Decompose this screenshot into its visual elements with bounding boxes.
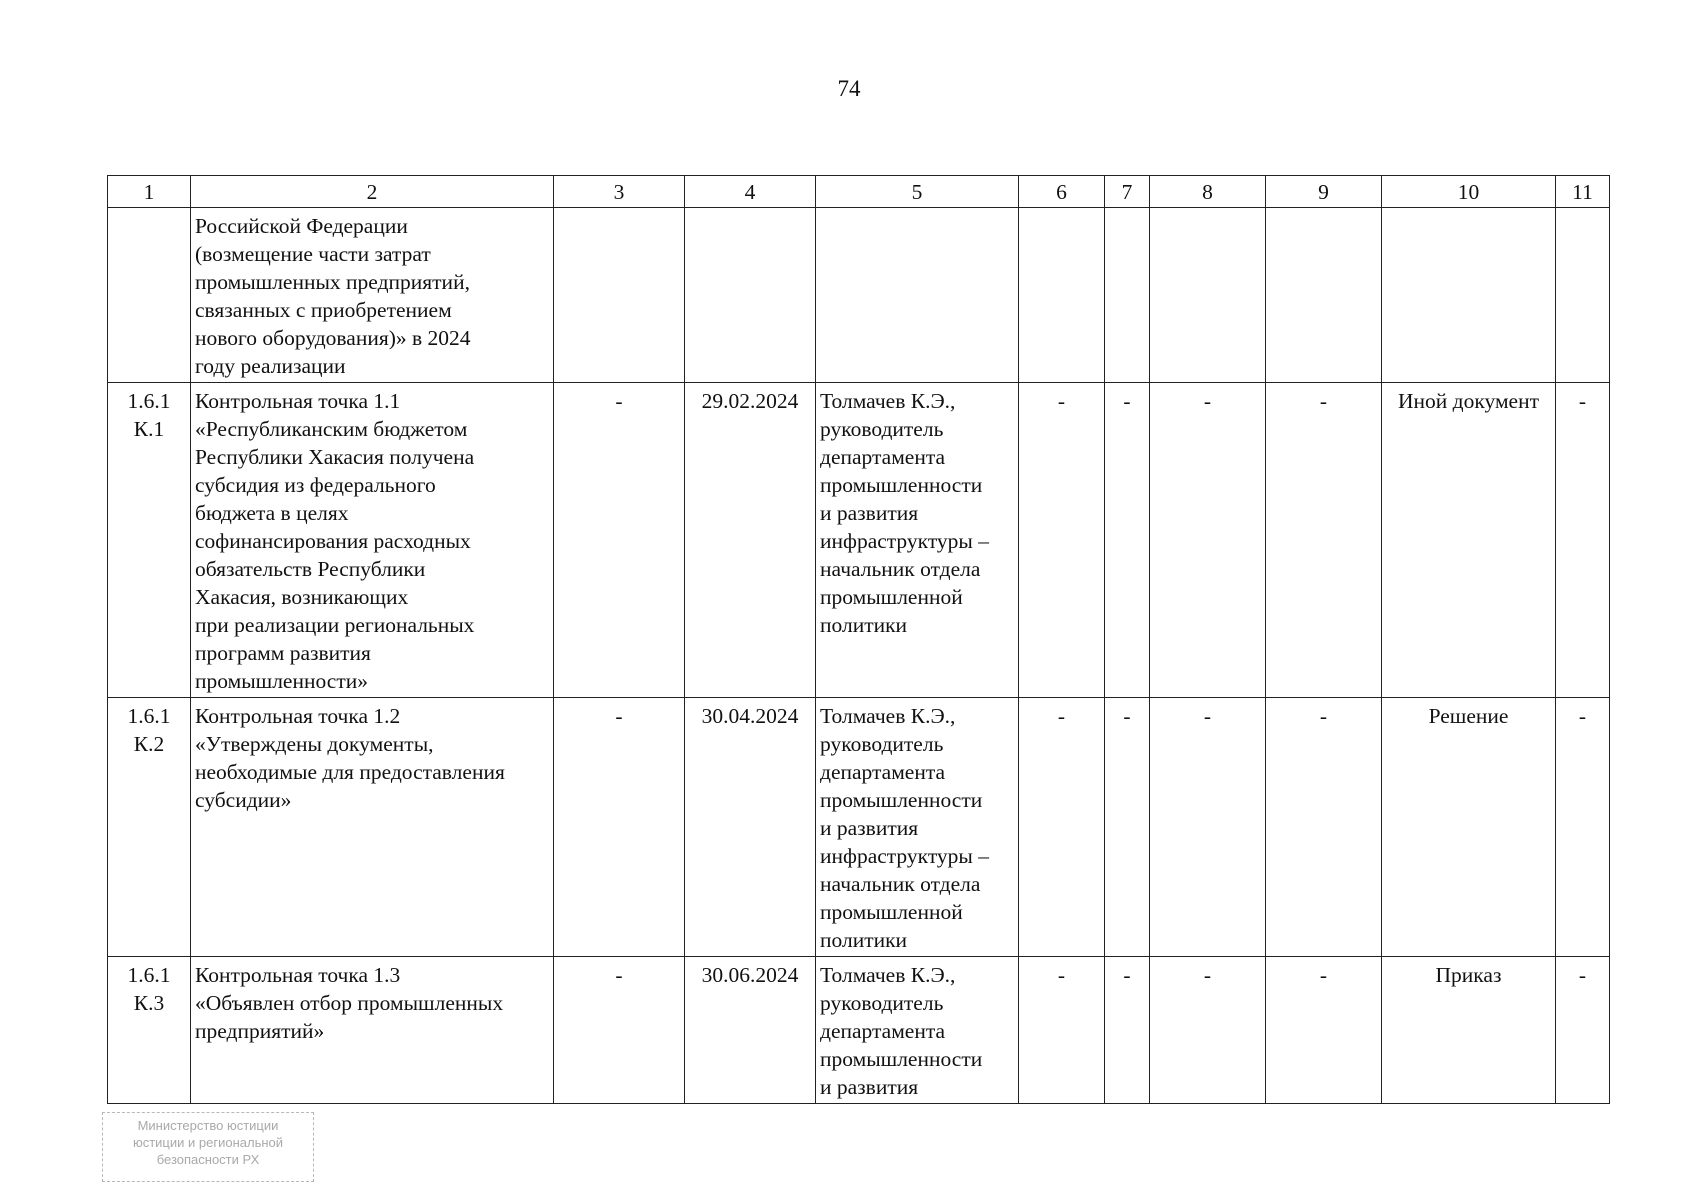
cell-col8 xyxy=(1150,208,1266,383)
header-cell: 3 xyxy=(554,176,685,208)
header-cell: 9 xyxy=(1266,176,1382,208)
header-cell: 6 xyxy=(1019,176,1105,208)
responsible-cell: Толмачев К.Э., руководитель департамента промышленности и развития инфраструктуры – начальник отдела промышленной политики xyxy=(816,698,1019,957)
table-row xyxy=(108,957,1610,1104)
cell-col8: - xyxy=(1150,698,1266,957)
document-type-cell xyxy=(1382,208,1556,383)
row-number-cell: 1.6.1 К.1 xyxy=(108,383,191,698)
cell-col7: - xyxy=(1105,383,1150,698)
cell-col6: - xyxy=(1019,698,1105,957)
stamp-line: Министерство юстиции xyxy=(137,1118,279,1133)
stamp-line: безопасности РХ xyxy=(156,1152,260,1167)
header-cell: 5 xyxy=(816,176,1019,208)
header-cell: 1 xyxy=(108,176,191,208)
description-cell: Контрольная точка 1.1 «Республиканским бюджетом Республики Хакасия получена субсидия из федерального бюджета в целях софинансирования расходных обязательств Республики Хакасия, возникающих при реализации региональных программ развития промышленности» xyxy=(191,383,554,698)
cell-col6: - xyxy=(1019,383,1105,698)
cell-col11: - xyxy=(1556,383,1610,698)
header-row xyxy=(108,176,1610,208)
cell-col11: - xyxy=(1556,957,1610,1104)
plan-table xyxy=(107,175,1610,1104)
description-cell: Контрольная точка 1.3 «Объявлен отбор промышленных предприятий» xyxy=(191,957,554,1104)
cell-col6 xyxy=(1019,208,1105,383)
cell-col11 xyxy=(1556,208,1610,383)
cell-col11: - xyxy=(1556,698,1610,957)
date-cell: 29.02.2024 xyxy=(685,383,816,698)
header-cell: 2 xyxy=(191,176,554,208)
cell-col8: - xyxy=(1150,383,1266,698)
cell-col3: - xyxy=(554,698,685,957)
page-number: 74 xyxy=(837,76,861,101)
row-number-cell: 1.6.1 К.2 xyxy=(108,698,191,957)
header-cell: 7 xyxy=(1105,176,1150,208)
header-cell: 4 xyxy=(685,176,816,208)
header-cell: 11 xyxy=(1556,176,1610,208)
responsible-cell: Толмачев К.Э., руководитель департамента промышленности и развития инфраструктуры – начальник отдела промышленной политики xyxy=(816,383,1019,698)
cell-col3: - xyxy=(554,957,685,1104)
table-row xyxy=(108,208,1610,383)
stamp-line: юстиции и региональной xyxy=(132,1135,284,1150)
cell-col6: - xyxy=(1019,957,1105,1104)
responsible-cell: Толмачев К.Э., руководитель департамента промышленности и развития xyxy=(816,957,1019,1104)
responsible-cell xyxy=(816,208,1019,383)
date-cell: 30.04.2024 xyxy=(685,698,816,957)
table-row xyxy=(108,383,1610,698)
cell-col3: - xyxy=(554,383,685,698)
row-number-cell xyxy=(108,208,191,383)
cell-col7 xyxy=(1105,208,1150,383)
cell-col7: - xyxy=(1105,957,1150,1104)
row-number-cell: 1.6.1 К.3 xyxy=(108,957,191,1104)
cell-col9: - xyxy=(1266,957,1382,1104)
date-cell xyxy=(685,208,816,383)
cell-col8: - xyxy=(1150,957,1266,1104)
cell-col7: - xyxy=(1105,698,1150,957)
header-cell: 10 xyxy=(1382,176,1556,208)
description-cell: Контрольная точка 1.2 «Утверждены документы, необходимые для предоставления субсидии» xyxy=(191,698,554,957)
cell-col9: - xyxy=(1266,698,1382,957)
registration-stamp xyxy=(102,1112,314,1182)
document-type-cell: Приказ xyxy=(1382,957,1556,1104)
description-cell: Российской Федерации (возмещение части затрат промышленных предприятий, связанных с приобретением нового оборудования)» в 2024 году реализации xyxy=(191,208,554,383)
cell-col9 xyxy=(1266,208,1382,383)
cell-col3 xyxy=(554,208,685,383)
cell-col9: - xyxy=(1266,383,1382,698)
header-cell: 8 xyxy=(1150,176,1266,208)
document-type-cell: Решение xyxy=(1382,698,1556,957)
table-row xyxy=(108,698,1610,957)
document-type-cell: Иной документ xyxy=(1382,383,1556,698)
date-cell: 30.06.2024 xyxy=(685,957,816,1104)
